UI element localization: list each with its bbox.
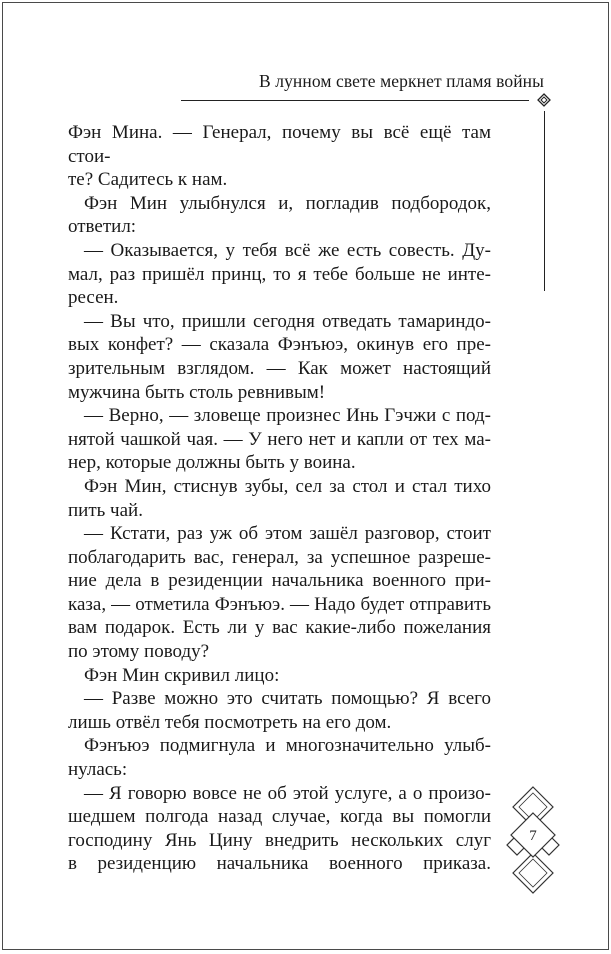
text-line: пить чай. — [68, 499, 143, 521]
side-rule — [544, 111, 545, 291]
text-line: лишь отвёл тебя посмотреть на его дом. — [68, 711, 392, 733]
book-page — [2, 2, 609, 950]
text-line: — Оказывается, у тебя всё же есть совесть. Ду- — [84, 239, 491, 261]
text-line: те? Садитесь к нам. — [68, 169, 228, 191]
diamond-ornament-icon — [537, 93, 551, 107]
text-line: поблагодарить вас, генерал, за успешное разреше- — [68, 546, 491, 568]
header-rule — [181, 100, 529, 101]
text-line: Фэнъюэ подмигнула и многозначительно улыб- — [84, 735, 491, 757]
page-number: 7 — [529, 828, 537, 844]
text-line: вам подарок. Есть ли у вас какие-либо пожелания — [68, 617, 491, 639]
text-line: ответил: — [68, 216, 137, 238]
text-line: господину Янь Цину внедрить нескольких слуг — [68, 829, 491, 851]
text-line: шедшем полгода назад случае, когда вы помогли — [68, 806, 491, 828]
text-line: — Вы что, пришли сегодня отведать тамариндо- — [84, 310, 491, 332]
text-line: вых конфет? — сказала Фэнъюэ, окинув его пре- — [68, 334, 491, 356]
text-line: нулась: — [68, 759, 128, 781]
text-line: Фэн Мин скривил лицо: — [84, 664, 280, 686]
text-line: мал, раз пришёл принц, то я тебе больше не инте- — [68, 263, 491, 285]
text-line: Фэн Мин улыбнулся и, погладив подбородок, — [84, 192, 491, 214]
text-line: — Разве можно это считать помощью? Я всего — [84, 688, 491, 710]
text-line: — Кстати, раз уж об этом зашёл разговор, стоит — [84, 523, 491, 545]
text-line: мужчина быть столь ревнивым! — [68, 381, 326, 403]
text-line: каза, — отметила Фэнъюэ. — Надо будет отправить — [68, 593, 491, 615]
text-line: Фэн Мин, стиснув зубы, сел за стол и стал тихо — [84, 475, 491, 497]
text-line: нятой чашкой чая. — У него нет и капли от тех ма- — [68, 428, 491, 450]
text-line: в резиденцию начальника военного приказа. — [68, 853, 491, 875]
text-line: — Я говорю вовсе не об этой услуге, а о произо- — [84, 782, 491, 804]
text-line: Фэн Мина. — Генерал, почему вы всё ещё там стои- — [68, 122, 491, 167]
text-line: зрительным взглядом. — Как может настоящий — [68, 357, 491, 379]
text-line: по этому поводу? — [68, 641, 210, 663]
text-line: нер, которые должны быть у воина. — [68, 452, 356, 474]
text-line: ние дела в резиденции начальника военного при- — [68, 570, 491, 592]
text-line: — Верно, — зловеще произнес Инь Гэчжи с под- — [84, 405, 491, 427]
body-text — [68, 121, 491, 876]
running-title: В лунном свете меркнет пламя войны — [259, 71, 545, 91]
text-line: ресен. — [68, 287, 119, 309]
